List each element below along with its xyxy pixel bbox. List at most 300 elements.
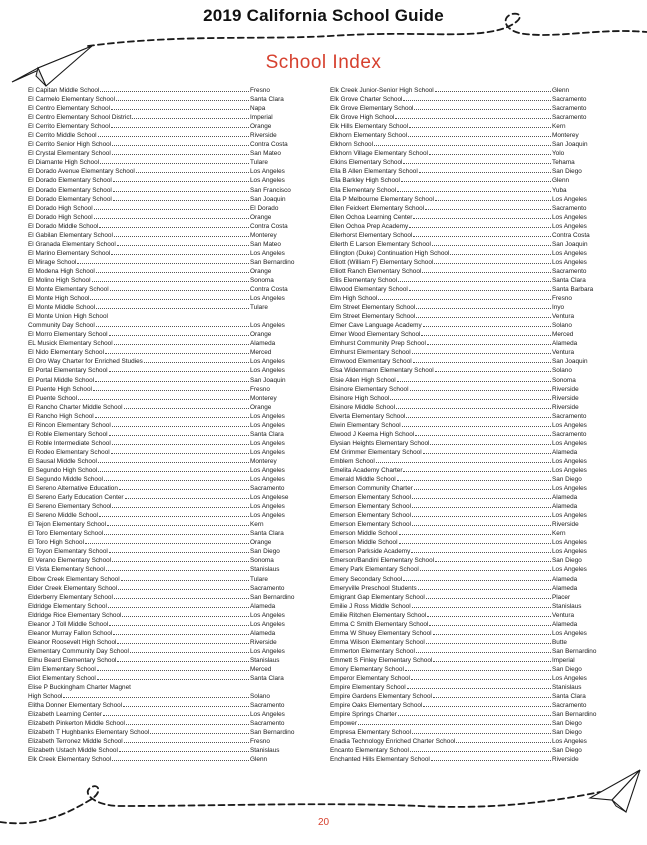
dot-leader [419, 172, 551, 173]
dot-leader [413, 218, 551, 219]
school-name: Empower [330, 720, 357, 728]
school-name: Emelita Academy Charter [330, 466, 403, 474]
county-name: Alameda [552, 494, 578, 502]
dot-leader [112, 760, 249, 761]
county-name: Riverside [250, 638, 277, 646]
index-entry [330, 167, 597, 176]
county-name: Inyo [552, 304, 565, 312]
county-name: Los Angeles [552, 738, 587, 746]
dot-leader [435, 200, 551, 201]
county-name: Stanislaus [250, 656, 280, 664]
dot-leader [112, 561, 249, 562]
county-name: Glenn [250, 756, 268, 764]
county-name: Alameda [250, 629, 276, 637]
index-entry [28, 122, 295, 131]
county-name: Merced [250, 349, 272, 357]
county-name: Contra Costa [250, 222, 288, 230]
county-name: San Mateo [250, 150, 281, 158]
county-name: San Joaquin [552, 240, 588, 248]
school-name: Ellwood Elementary School [330, 286, 408, 294]
index-entry [28, 529, 295, 538]
school-name: Elmer Cave Language Academy [330, 322, 422, 330]
school-name: Emilie Ritchen Elementary School [330, 611, 427, 619]
dot-leader [409, 290, 551, 291]
index-entry [330, 176, 597, 185]
county-name: Orange [250, 539, 272, 547]
dot-leader [398, 715, 551, 716]
school-name: Ella P Melbourne Elementary School [330, 195, 434, 203]
dot-leader [403, 163, 551, 164]
dot-leader [411, 552, 551, 553]
dot-leader [406, 417, 551, 418]
index-entry [330, 746, 597, 755]
county-name: Los Angeles [552, 675, 587, 683]
dot-leader [108, 607, 249, 608]
index-entry [330, 403, 597, 412]
index-entry [330, 665, 597, 674]
county-name: Stanislaus [250, 566, 280, 574]
dot-leader [414, 489, 551, 490]
dot-leader [117, 643, 249, 644]
school-name: Elizabeth T Hughbanks Elementary School [28, 729, 150, 737]
school-name: Ella Barkley High School [330, 177, 400, 185]
dot-leader [431, 760, 551, 761]
county-name: Ventura [552, 349, 575, 357]
dot-leader [433, 661, 551, 662]
county-name: Sacramento [552, 105, 587, 113]
school-name: El Diamante High School [28, 159, 100, 167]
county-name: Kern [250, 521, 264, 529]
index-entry [330, 222, 597, 231]
school-name: Elm Street Elementary School [330, 313, 416, 321]
school-name: El Dorado High School [28, 204, 93, 212]
county-name: Los Angeles [250, 503, 285, 511]
county-name: Los Angeles [552, 466, 587, 474]
county-name: Tulare [250, 304, 268, 312]
school-name: Ella Elementary School [330, 186, 397, 194]
index-entry [28, 629, 295, 638]
school-name: Elwood J Keema High School [330, 430, 415, 438]
index-entry [28, 176, 295, 185]
index-entry [330, 104, 597, 113]
dot-leader [399, 534, 552, 535]
school-name: El Centro Elementary School District [28, 114, 132, 122]
county-name: Monterey [250, 231, 277, 239]
index-entry [330, 258, 597, 267]
school-name: Elk Creek Junior-Senior High School [330, 87, 434, 94]
school-name: El Monte Elementary School [28, 286, 109, 294]
school-name: El Monte High School [28, 295, 90, 303]
school-name: El Sereno Elementary School [28, 503, 112, 511]
school-name: Elk Hills Elementary School [330, 123, 409, 131]
school-name: Empire Oaks Elementary School [330, 702, 423, 710]
dot-leader [433, 634, 551, 635]
dot-leader [125, 498, 249, 499]
index-entry [28, 294, 295, 303]
index-entry [330, 692, 597, 701]
school-name: Emerson Parkside Academy [330, 548, 411, 556]
county-name: Ventura [552, 313, 575, 321]
dot-leader [435, 561, 551, 562]
county-name: Los Angeles [552, 539, 587, 547]
dot-leader [136, 172, 249, 173]
school-name: El Oro Way Charter for Enriched Studies [28, 358, 143, 366]
school-name: Elkhorn School [330, 141, 373, 149]
school-name: Elsinore High School [330, 394, 390, 402]
county-name: San Bernardino [552, 711, 597, 719]
county-name: Sacramento [250, 584, 285, 592]
dot-leader [112, 444, 249, 445]
index-entry [28, 104, 295, 113]
county-name: Sacramento [250, 702, 285, 710]
index-entry [330, 611, 597, 620]
dot-leader [63, 697, 249, 698]
school-name: Elitha Donner Elementary School [28, 702, 123, 710]
index-entry [28, 593, 295, 602]
index-entry [28, 186, 295, 195]
dot-leader [416, 308, 551, 309]
index-entry [330, 240, 597, 249]
dot-leader [378, 299, 551, 300]
dot-leader [416, 317, 551, 318]
school-name: El Morro Elementary School [28, 331, 108, 339]
dot-leader [113, 200, 249, 201]
index-entry [330, 565, 597, 574]
index-entry [28, 276, 295, 285]
school-name: El Sausal Middle School [28, 457, 97, 465]
index-entry [28, 466, 295, 475]
school-name: Emerson Middle School [330, 530, 398, 538]
school-name: El Cerrito Senior High School [28, 141, 112, 149]
school-name: Elsinore Middle School [330, 403, 396, 411]
index-entry [28, 674, 295, 683]
school-name: El Vista Elementary School [28, 566, 105, 574]
dot-leader [114, 598, 249, 599]
dot-leader [426, 598, 551, 599]
school-name: Emmett S Finley Elementary School [330, 656, 433, 664]
county-name: Los Angeles [250, 476, 285, 484]
dot-leader [450, 254, 551, 255]
county-name: Contra Costa [250, 286, 288, 294]
index-entry [330, 457, 597, 466]
index-entry [330, 737, 597, 746]
school-name: Ellen Ochoa Prep Academy [330, 222, 409, 230]
index-entry [330, 303, 597, 312]
county-name: Alameda [552, 575, 578, 583]
school-name: Elk Grove High School [330, 114, 395, 122]
index-entry [330, 321, 597, 330]
school-name: Eldridge Rice Elementary School [28, 611, 122, 619]
index-entry [28, 348, 295, 357]
county-name: Glenn [552, 177, 570, 185]
dot-leader [112, 426, 249, 427]
school-name: El Gabilan Elementary School [28, 231, 113, 239]
county-name: Los Angeles [250, 647, 285, 655]
county-name: Fresno [250, 87, 270, 94]
school-name: El Dorado Avenue Elementary School [28, 168, 135, 176]
dot-leader [433, 697, 551, 698]
county-name: Los Angeles [250, 367, 285, 375]
school-name: EM Grimmer Elementary School [330, 448, 422, 456]
index-entry [28, 140, 295, 149]
dot-leader [96, 272, 249, 273]
index-entry [28, 584, 295, 593]
index-entry [28, 213, 295, 222]
county-name: Riverside [552, 756, 579, 764]
county-name: Sacramento [552, 204, 587, 212]
dot-leader [90, 299, 249, 300]
school-name: Emery Park Elementary School [330, 566, 419, 574]
county-name: Contra Costa [552, 231, 590, 239]
index-entry [330, 158, 597, 167]
index-entry [330, 195, 597, 204]
school-name: Emma Wilson Elementary School [330, 638, 425, 646]
index-entry [330, 394, 597, 403]
school-name: El Centro Elementary School [28, 105, 111, 113]
school-name: Elsie Allen High School [330, 376, 396, 384]
school-name: Eldridge Elementary School [28, 602, 107, 610]
school-name: Emerson Elementary School [330, 503, 411, 511]
county-name: Monterey [250, 394, 277, 402]
index-entry [330, 366, 597, 375]
county-name: San Diego [552, 168, 582, 176]
school-name: Ella B Allen Elementary School [330, 168, 418, 176]
dot-leader [421, 335, 551, 336]
county-name: San Bernardino [250, 258, 295, 266]
county-name: San Bernardino [250, 593, 295, 601]
county-name: Ventura [552, 611, 575, 619]
dot-leader [414, 109, 551, 110]
index-entry [330, 602, 597, 611]
school-name: Eliot Elementary School [28, 675, 96, 683]
dot-leader [99, 227, 249, 228]
dot-leader [425, 209, 551, 210]
dot-leader [422, 272, 551, 273]
school-name: Ellen Feickert Elementary School [330, 204, 425, 212]
dot-leader [100, 163, 249, 164]
index-entry [28, 484, 295, 493]
school-name: Elmhurst Community Prep School [330, 340, 426, 348]
county-name: Kern [552, 530, 566, 538]
dot-leader [420, 570, 551, 571]
county-name: Los Angeles [250, 421, 285, 429]
school-name: El Crystal Elementary School [28, 150, 111, 158]
county-name: Orange [250, 123, 272, 131]
school-name: Enadia Technology Enriched Charter School [330, 738, 456, 746]
county-name: San Bernardino [552, 647, 597, 655]
county-name: Orange [250, 331, 272, 339]
county-name: Los Angeles [250, 611, 285, 619]
index-entry [28, 647, 295, 656]
dot-leader [429, 154, 551, 155]
county-name: San Joaquin [250, 195, 286, 203]
county-name: Los Angelese [250, 494, 289, 502]
dot-leader [150, 733, 249, 734]
county-name: Stanislaus [552, 602, 582, 610]
dot-leader [112, 145, 249, 146]
county-name: Los Angeles [552, 457, 587, 465]
county-name: Riverside [250, 132, 277, 140]
index-entry [330, 204, 597, 213]
dot-leader [130, 652, 249, 653]
dot-leader [116, 100, 249, 101]
county-name: Los Angeles [552, 222, 587, 230]
index-entry [28, 692, 295, 701]
dot-leader [416, 652, 551, 653]
index-entry [330, 122, 597, 131]
county-name: Sacramento [552, 114, 587, 122]
school-name: Elk Grove Elementary School [330, 105, 414, 113]
county-name: Sonoma [250, 276, 274, 284]
dot-leader [94, 209, 249, 210]
county-name: Tulare [250, 159, 268, 167]
dot-leader [85, 543, 249, 544]
dot-leader [413, 362, 551, 363]
index-entry [28, 149, 295, 158]
school-name: Emperor Elementary School [330, 675, 410, 683]
index-entry [28, 95, 295, 104]
school-name: Elmer Wood Elementary School [330, 331, 421, 339]
school-name: El Portal Elementary School [28, 367, 108, 375]
school-name: El Monte Union High School [28, 313, 108, 321]
school-name: Empire Gardens Elementary School [330, 693, 432, 701]
county-name: Contra Costa [250, 141, 288, 149]
school-name: Elise P Buckingham Charter Magnet [28, 684, 131, 692]
dot-leader [97, 679, 249, 680]
school-name: El Molino High School [28, 276, 91, 284]
county-name: Yolo [552, 150, 565, 158]
county-name: Napa [250, 105, 266, 113]
dot-leader [434, 263, 551, 264]
index-entry [28, 638, 295, 647]
county-name: Alameda [250, 602, 276, 610]
index-entry [330, 348, 597, 357]
school-name: El Dorado Elementary School [28, 186, 112, 194]
county-name: Merced [250, 666, 272, 673]
index-entry [330, 538, 597, 547]
index-entry [330, 710, 597, 719]
index-entry [330, 131, 597, 140]
school-name: El Segundo High School [28, 466, 98, 474]
index-entry [330, 511, 597, 520]
index-entry [28, 602, 295, 611]
school-name: El Dorado Middle School [28, 222, 99, 230]
index-entry [330, 357, 597, 366]
index-entry [330, 339, 597, 348]
county-name: Tulare [250, 575, 268, 583]
index-entry [330, 285, 597, 294]
school-name: EL Musick Elementary School [28, 340, 113, 348]
index-entry [330, 140, 597, 149]
school-name: Emmerton Elementary School [330, 647, 415, 655]
county-name: Los Angeles [250, 620, 285, 628]
school-name: El Carmelo Elementary School [28, 96, 116, 104]
county-name: Fresno [250, 738, 270, 746]
county-name: Los Angeles [552, 512, 587, 520]
index-column-left [28, 86, 295, 765]
dot-leader [95, 417, 249, 418]
county-name: San Joaquin [552, 141, 588, 149]
school-name: Empire Springs Charter [330, 711, 397, 719]
dot-leader [427, 344, 551, 345]
dot-leader [411, 679, 551, 680]
school-name: Eleanor Roosevelt High School [28, 638, 117, 646]
index-entry [28, 448, 295, 457]
dot-leader [376, 462, 551, 463]
dot-leader [415, 435, 551, 436]
index-entry [28, 665, 295, 674]
dot-leader [78, 399, 249, 400]
county-name: Solano [250, 693, 270, 701]
index-entry [330, 719, 597, 728]
county-name: Los Angeles [552, 485, 587, 493]
school-name: Emma W Shuey Elementary School [330, 629, 432, 637]
index-entry [330, 629, 597, 638]
dot-leader [109, 552, 249, 553]
county-name: Los Angeles [552, 195, 587, 203]
school-name: El Sereno Middle School [28, 512, 98, 520]
school-name: Emerson Elementary School [330, 521, 411, 529]
school-name: El Dorado Elementary School [28, 177, 112, 185]
dot-leader [403, 580, 551, 581]
index-entry [28, 240, 295, 249]
county-name: Los Angeles [250, 295, 285, 303]
county-name: Placer [552, 593, 571, 601]
county-name: Riverside [552, 403, 579, 411]
school-name: Elizabeth Learning Center [28, 711, 102, 719]
dot-leader [423, 326, 551, 327]
index-entry [330, 575, 597, 584]
dot-leader [397, 381, 551, 382]
dot-leader [103, 715, 249, 716]
county-name: Los Angeles [552, 566, 587, 574]
dot-leader [397, 480, 551, 481]
school-name: El Capitan Middle School [28, 87, 100, 94]
school-name: Elder Creek Elementary School [28, 584, 118, 592]
county-name: Orange [250, 213, 272, 221]
county-name: Sacramento [552, 412, 587, 420]
index-entry [28, 439, 295, 448]
county-name: Merced [552, 331, 574, 339]
index-entry [28, 285, 295, 294]
dot-leader [112, 507, 249, 508]
index-entry [28, 511, 295, 520]
county-name: San Diego [552, 476, 582, 484]
index-entry [330, 529, 597, 538]
school-name: El Cerrito Elementary School [28, 123, 111, 131]
school-name: Emery Secondary School [330, 575, 403, 583]
dot-leader [109, 435, 249, 436]
school-name: Elliott (William F) Elementary School [330, 258, 434, 266]
county-name: Imperial [552, 656, 575, 664]
county-name: Stanislaus [552, 684, 582, 692]
index-entry [28, 113, 295, 122]
school-name: Elim Elementary School [28, 666, 96, 673]
county-name: San Diego [552, 666, 582, 673]
dot-leader [96, 326, 249, 327]
index-entry [28, 575, 295, 584]
index-entry [330, 213, 597, 222]
index-entry [28, 249, 295, 258]
school-name: Elkhorn Village Elementary School [330, 150, 428, 158]
county-name: Los Angeles [250, 711, 285, 719]
dot-leader [412, 733, 551, 734]
school-name: El Rancho Charter Middle School [28, 403, 123, 411]
index-entry [330, 502, 597, 511]
dot-leader [412, 525, 551, 526]
index-entry [330, 95, 597, 104]
school-name: El Verano Elementary School [28, 557, 112, 565]
